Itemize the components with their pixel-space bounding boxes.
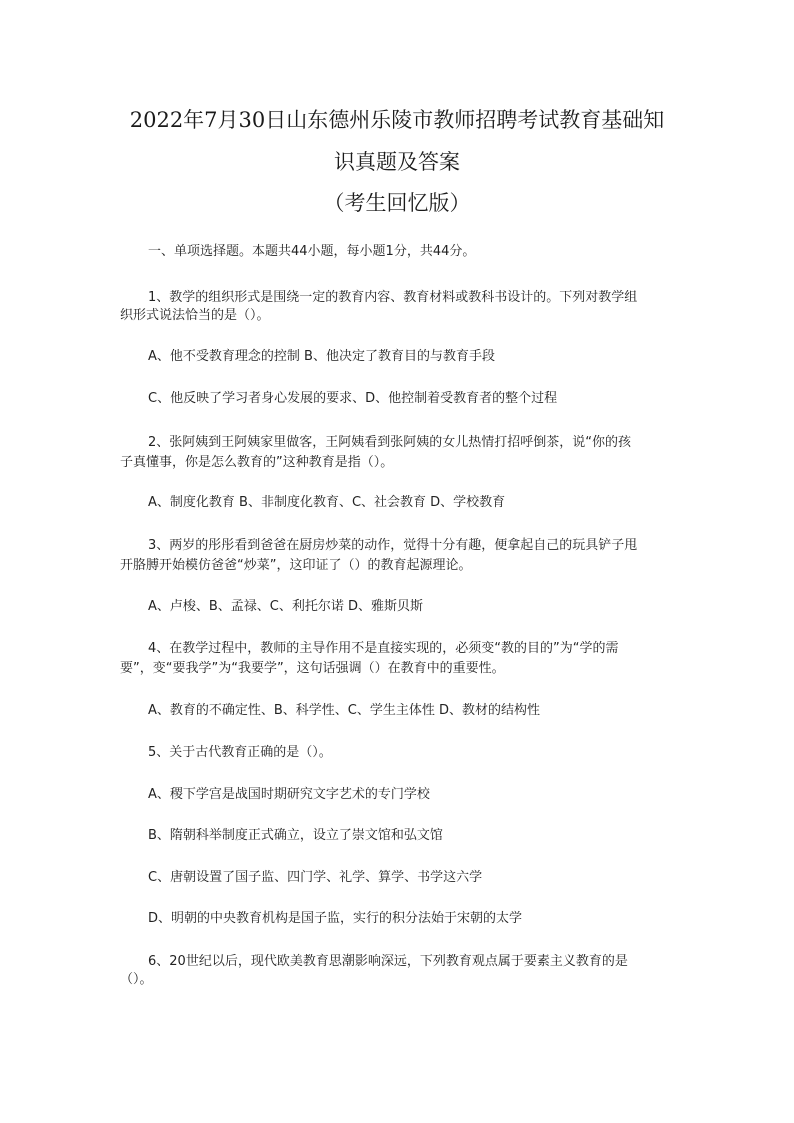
question-3-stem-line-2: 开胳膊开始模仿爸爸“炒菜”，这印证了（）的教育起源理论。 [120,558,472,573]
question-4-option-line: A、教育的不确定性、B、科学性、C、学生主体性 D、教材的结构性 [148,703,541,718]
question-5-option-d: D、明朝的中央教育机构是国子监，实行的积分法始于宋朝的太学 [148,911,523,926]
section-heading: 一、单项选择题。本题共44小题，每小题1分，共44分。 [148,244,476,259]
question-6-stem-line-2: （）。 [120,972,153,987]
question-2-stem-line-1: 2、张阿姨到王阿姨家里做客，王阿姨看到张阿姨的女儿热情打招呼倒茶，说“你的孩 [148,435,632,450]
question-2-stem-line-2: 子真懂事，你是怎么教育的”这种教育是指（）。 [120,455,394,470]
question-5-option-b: B、隋朝科举制度正式确立，设立了崇文馆和弘文馆 [148,828,443,843]
question-3-option-line: A、卢梭、B、孟禄、C、利托尔诺 D、雅斯贝斯 [148,599,424,614]
document-subtitle: （考生回忆版） [323,191,471,215]
question-4-stem-line-1: 4、在教学过程中，教师的主导作用不是直接实现的，必须变“教的目的”为“学的需 [148,641,619,656]
question-1-option-line: C、他反映了学习者身心发展的要求、D、他控制着受教育者的整个过程 [148,391,558,406]
question-5-stem: 5、关于古代教育正确的是（）。 [148,745,332,760]
question-3-stem-line-1: 3、两岁的彤彤看到爸爸在厨房炒菜的动作，觉得十分有趣，便拿起自己的玩具铲子甩 [148,538,638,553]
question-1-stem-line-2: 织形式说法恰当的是（）。 [120,308,270,323]
question-4-stem-line-2: 要”，变“要我学”为“我要学”，这句话强调（）在教育中的重要性。 [120,661,505,676]
question-5-option-c: C、唐朝设置了国子监、四门学、礼学、算学、书学这六学 [148,870,483,885]
document-title-line-1: 2022年7月30日山东德州乐陵市教师招聘考试教育基础知 [129,108,665,132]
document-title-line-2: 识真题及答案 [334,150,460,174]
question-1-stem-line-1: 1、教学的组织形式是围绕一定的教育内容、教育材料或教科书设计的。下列对教学组 [148,290,638,305]
question-2-option-line: A、制度化教育 B、非制度化教育、C、社会教育 D、学校教育 [148,495,506,510]
question-1-option-line: A、他不受教育理念的控制 B、他决定了教育目的与教育手段 [148,349,495,364]
question-5-option-a: A、稷下学宫是战国时期研究文字艺术的专门学校 [148,787,430,802]
question-6-stem-line-1: 6、20世纪以后，现代欧美教育思潮影响深远，下列教育观点属于要素主义教育的是 [148,954,628,969]
